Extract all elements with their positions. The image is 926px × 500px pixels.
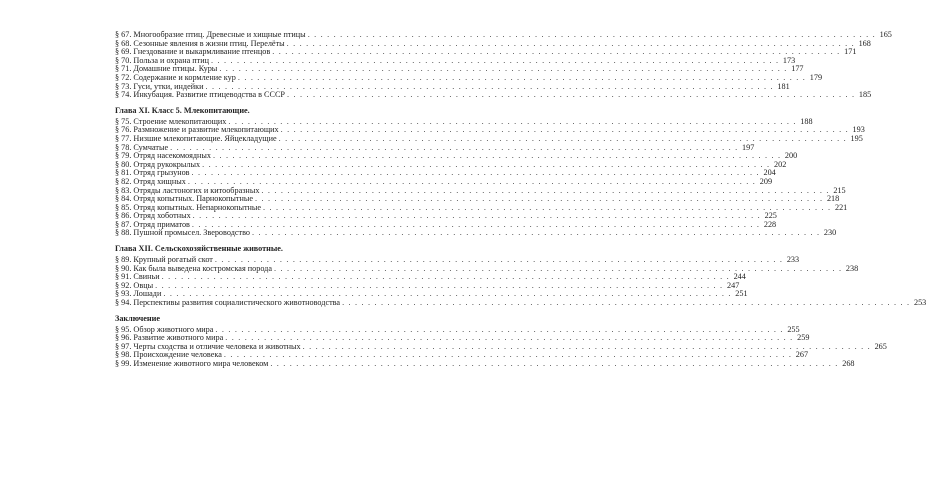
page-number: 202 [774,159,787,169]
page-number: 181 [777,81,790,91]
section-number: § 67. [115,30,132,39]
section-number: § 68. [115,38,132,48]
section-title: Развитие животного мира [133,333,224,343]
section-number: § 97. [115,341,132,351]
page-number: 173 [782,55,796,65]
page-number: 171 [844,47,857,57]
toc-section [115,30,892,100]
section-number: § 87. [115,219,132,229]
page-number: 215 [833,185,846,195]
section-number: § 71. [115,64,132,74]
section-title: Содержание и кормление кур [133,72,236,82]
section-title: Изменение животного мира человеком [133,359,269,368]
dot-leader [287,91,855,100]
section-title: Свиньи [133,272,160,282]
section-number: § 78. [115,142,132,152]
page-number: 228 [763,219,777,229]
page-number: 255 [787,324,800,334]
section-title: Обзор животного мира [133,324,214,334]
section-number: § 93. [115,289,132,299]
section-title: Низшие млекопитающие. Яйцекладущие [133,133,277,143]
section-number: § 86. [115,211,132,221]
section-number: § 75. [115,116,132,126]
section-number: § 77. [115,133,132,143]
section-number: § 70. [115,55,132,65]
section-number: § 88. [115,228,132,238]
toc-entry[interactable] [115,90,872,100]
section-title: Черты сходства и отличие человека и животных [133,341,301,351]
section-title: Сумчатые [133,142,169,152]
toc-section [115,105,865,238]
section-number: § 81. [115,168,132,178]
page-number: 251 [735,289,748,299]
chapter-heading: Глава XI. Класс 5. Млекопитающие. [115,105,250,115]
section-number: § 76. [115,125,132,135]
section-number: § 89. [115,255,132,265]
section-title: Сезонные явления в жизни птиц. Перелёты [133,38,285,48]
chapter-heading: Заключение [115,313,160,323]
section-title: Происхождение человека [133,350,222,360]
page-number: 259 [797,333,810,343]
section-number: § 95. [115,324,132,334]
section-number: § 74. [115,90,132,100]
dot-leader [342,299,910,308]
section-title: Гнездование и выкармливание птенцов [133,47,271,57]
page-number: 244 [733,272,746,282]
page-number: 265 [874,341,887,351]
section-title: Отряд насекомоядных [133,151,211,161]
section-number: § 73. [115,81,132,91]
page-number: 200 [784,151,798,161]
section-number: § 72. [115,72,132,82]
dot-leader [252,229,820,238]
page-number: 188 [800,116,813,126]
page-number: 267 [795,350,809,360]
section-title: Домашние птицы. Куры [133,64,218,74]
page-number: 185 [858,90,872,100]
section-number: § 96. [115,333,132,343]
page-number: 209 [759,176,773,186]
section-number: § 98. [115,350,132,360]
section-title: Строение млекопитающих [133,116,227,126]
section-number: § 82. [115,176,132,186]
section-title: Многообразие птиц. Древесные и хищные птицы [133,30,306,39]
page-number: 233 [786,255,800,265]
section-title: Как была выведена костромская порода [133,263,272,273]
dot-leader [270,360,838,369]
section-title: Размножение и развитие млекопитающих [133,125,279,135]
section-number: § 84. [115,194,132,204]
toc-section [115,244,926,308]
page-number: 197 [742,142,755,152]
section-number: § 69. [115,47,132,57]
section-number: § 90. [115,263,132,273]
section-title: Лошади [133,289,162,299]
page-number: 253 [913,298,926,308]
section-title: Отряд копытных. Непарнокопытные [133,202,262,212]
page-number: 247 [727,280,740,290]
section-title: Гуси, утки, индейки [133,81,204,91]
section-number: § 79. [115,151,132,161]
page-number: 193 [852,125,865,135]
toc-entry[interactable] [115,298,926,308]
section-number: § 91. [115,272,132,282]
section-title: Отряд хоботных [133,211,191,221]
section-title: Отряд рукокрылых [133,159,201,169]
section-number: § 80. [115,159,132,169]
page-number: 230 [823,228,837,238]
section-number: § 92. [115,280,132,290]
section-title: Инкубация. Развитие птицеводства в СССР [133,90,285,100]
section-title: Отряд хищных [133,176,186,186]
section-title: Овцы [133,280,154,290]
section-title: Перспективы развития социалистического животноводства [133,298,341,308]
section-number: § 83. [115,185,132,195]
section-title: Отряд приматов [133,219,190,229]
page-number: 238 [845,263,859,273]
section-number: § 85. [115,202,132,212]
page-number: 225 [764,211,777,221]
chapter-heading: Глава XII. Сельскохозяйственные животные. [115,244,283,254]
section-title: Отряд грызунов [133,168,190,178]
page-number: 218 [826,194,840,204]
page-number: 195 [850,133,863,143]
section-title: Пушной промысел. Звероводство [133,228,250,238]
page-number: 179 [809,72,823,82]
section-title: Польза и охрана птиц [133,55,209,65]
page-number: 165 [879,30,892,39]
page-number: 177 [791,64,804,74]
section-title: Отряд копытных. Парнокопытные [133,194,254,204]
section-number: § 99. [115,359,132,368]
page-number: 204 [763,168,776,178]
page-number: 268 [842,359,855,368]
toc-section [115,313,887,369]
page-number: 221 [834,202,848,212]
toc-entry[interactable] [115,359,855,369]
section-number: § 94. [115,298,132,308]
section-title: Крупный рогатый скот [133,255,213,265]
section-title: Отряды ластоногих и китообразных [133,185,260,195]
toc-entry[interactable] [115,228,837,238]
page-number: 168 [858,38,871,48]
